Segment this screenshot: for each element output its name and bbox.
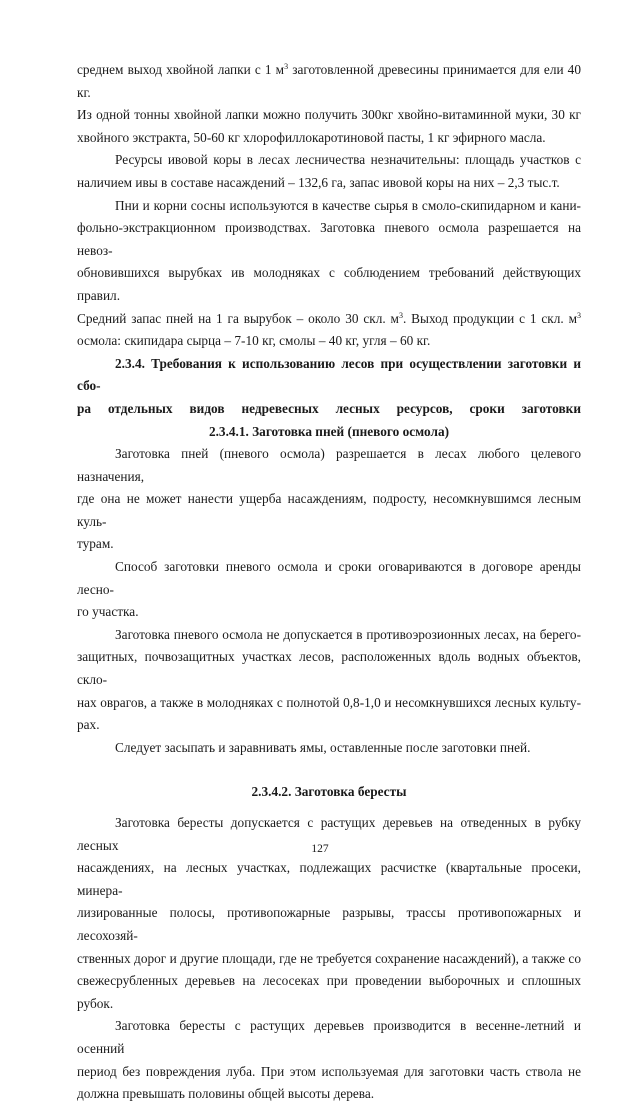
text-line: Следует засыпать и заравнивать ямы, оставленные после заготовки пней.	[115, 739, 531, 755]
text-line: Заготовка пней (пневого осмола) разрешается в лесах любого целевого назначения,	[77, 446, 581, 484]
text-line: свежесрубленных деревьев на лесосеках при проведении выборочных и сплошных рубок.	[77, 973, 581, 1011]
text-line: нах оврагов, а также в молодняках с полнотой 0,8-1,0 и несомкнувшихся лесных культу-	[77, 694, 581, 710]
text-line: защитных, почвозащитных участках лесов, расположенных вдоль водных объектов, скло-	[77, 649, 581, 688]
text-line: го участка.	[77, 604, 139, 620]
text-line: обновившихся вырубках ив молодняках с соблюдением требований действующих правил.	[77, 265, 581, 303]
subsection-heading: 2.3.4.2. Заготовка бересты	[251, 784, 407, 800]
text-line: фольно-экстракционном производствах. Заготовка пневого осмола разрешается на невоз-	[77, 220, 581, 258]
text-line: Из одной тонны хвойной лапки можно получить 300кг хвойно-витаминной муки, 30 кг	[77, 107, 581, 123]
page-number: 127	[311, 843, 329, 855]
section-heading: 2.3.4. Требования к использованию лесов при осуществлении заготовки и сбо-	[77, 355, 581, 394]
text-line: Пни и корни сосны используются в качестве сырья в смоло-скипидарном и кани-	[115, 197, 581, 213]
text-line: должна превышать половины общей высоты дерева.	[77, 1086, 375, 1102]
text-line: среднем выход хвойной лапки с 1 $м^3$ заготовленной древесины принимается для ели 40 кг.	[77, 62, 581, 100]
section-heading: ра отдельных видов недревесных лесных ресурсов, сроки заготовки	[77, 400, 581, 416]
text-line: ственных дорог и другие площади, где не требуется сохранение насаждений), а также со	[77, 950, 581, 966]
text-line: рах.	[77, 717, 100, 733]
text-line: Ресурсы ивовой коры в лесах лесничества незначительны: площадь участков с	[115, 152, 581, 168]
text-line: Заготовка бересты с растущих деревьев производится в весенне-летний и осенний	[77, 1018, 581, 1056]
text-line: Способ заготовки пневого осмола и сроки оговариваются в договоре аренды лесно-	[77, 559, 581, 597]
spacer	[77, 759, 581, 781]
text-line: где она не может нанести ущерба насаждениям, подросту, несомкнувшимся лесным куль-	[77, 491, 581, 529]
text-line: хвойного экстракта, 50-60 кг хлорофиллокаротиновой пасты, 1 кг эфирного масла.	[77, 129, 546, 145]
text-line: осмола: скипидара сырца – 7-10 кг, смолы – 40 кг, угля – 60 кг.	[77, 333, 431, 349]
text-line: период без повреждения луба. При этом используемая для заготовки часть ствола не	[77, 1063, 581, 1079]
spacer	[77, 804, 581, 812]
text-line: Средний запас пней на 1 га вырубок – около 30 скл. $м^3$. Выход продукции с 1 скл. $м^3$	[77, 310, 581, 326]
subsection-heading: 2.3.4.1. Заготовка пней (пневого осмола)	[208, 423, 450, 439]
text-line: Заготовка пневого осмола не допускается в противоэрозионных лесах, на берего-	[115, 626, 581, 642]
text-line: лизированные полосы, противопожарные разрывы, трассы противопожарных и лесохозяй-	[77, 905, 581, 943]
text-line: турам.	[77, 536, 114, 552]
text-line: насаждениях, на лесных участках, подлежащих расчистке (квартальные просеки, минера-	[77, 860, 581, 898]
page-content	[77, 59, 581, 1106]
text-line: Заготовка бересты допускается с растущих деревьев на отведенных в рубку лесных	[77, 815, 581, 853]
text-line: наличием ивы в составе насаждений – 132,6 га, запас ивовой коры на них – 2,3 тыс.т.	[77, 174, 560, 190]
